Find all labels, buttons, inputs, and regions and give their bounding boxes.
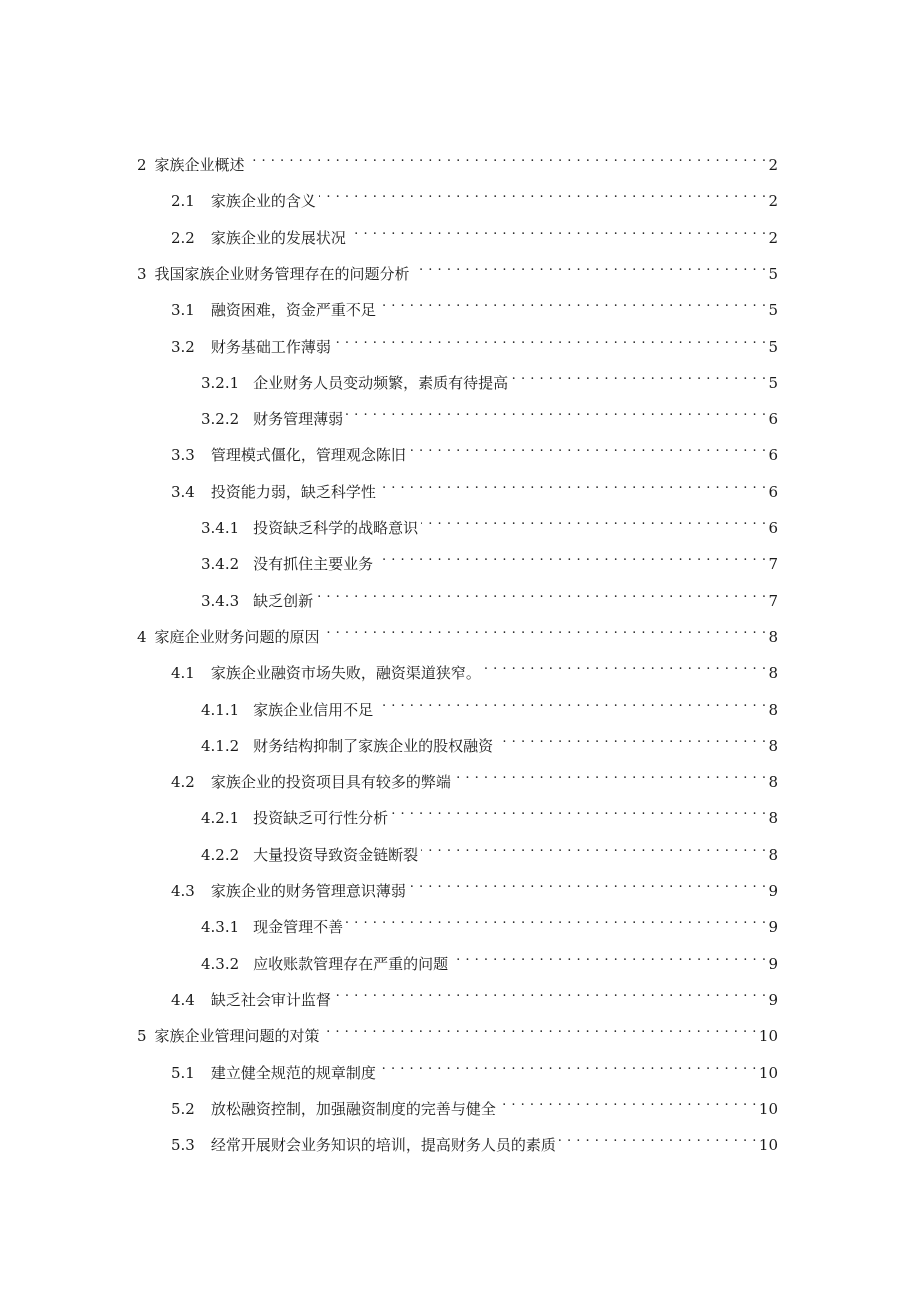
- toc-entry-title: 经常开展财会业务知识的培训，提高财务人员的素质: [210, 1136, 556, 1155]
- toc-entry-level-2[interactable]: [171, 328, 778, 356]
- toc-entry-page-number: 8: [768, 627, 778, 646]
- toc-entry-number: 3.2: [171, 337, 195, 356]
- toc-entry-level-3[interactable]: [201, 400, 778, 429]
- toc-entry-number: 4: [137, 627, 147, 646]
- toc-entry-number: 3.3: [171, 446, 195, 465]
- toc-entry-number: 4.3.2: [201, 954, 240, 973]
- toc-entry-number: 5.2: [171, 1099, 195, 1118]
- toc-entry-level-2[interactable]: [171, 219, 778, 247]
- toc-entry-title: 家族企业的投资项目具有较多的弊端: [210, 773, 451, 792]
- toc-entry-level-3[interactable]: [201, 799, 778, 828]
- toc-entry-level-1[interactable]: [137, 146, 778, 174]
- toc-entry-number: 3.4.1: [201, 519, 240, 537]
- toc-entry-title: 财务管理薄弱: [253, 410, 344, 429]
- toc-dot-leader: [496, 727, 766, 751]
- toc-entry-page-number: 8: [768, 773, 778, 792]
- toc-entry-title: 没有抓住主要业务: [253, 555, 374, 574]
- toc-entry-number: 4.3: [171, 882, 195, 900]
- toc-entry-level-2[interactable]: [171, 654, 778, 683]
- toc-entry-number: 3.2.2: [201, 410, 240, 429]
- toc-entry-number: 2: [137, 156, 147, 174]
- toc-entry-page-number: 10: [758, 1099, 778, 1118]
- toc-entry-title: 家族企业的财务管理意识薄弱: [210, 882, 406, 900]
- toc-entry-level-1[interactable]: [137, 255, 778, 283]
- toc-entry-title: 投资缺乏可行性分析: [253, 809, 389, 828]
- toc-entry-page-number: 7: [768, 555, 778, 574]
- toc-entry-level-2[interactable]: [171, 1126, 778, 1155]
- toc-entry-number: 2.2: [171, 228, 195, 247]
- toc-entry-page-number: 7: [768, 591, 778, 610]
- toc-entry-page-number: 8: [768, 700, 778, 719]
- toc-entry-number: 4.2: [171, 773, 195, 792]
- toc-entry-number: 4.3.1: [201, 918, 240, 937]
- toc-entry-level-2[interactable]: [171, 436, 778, 465]
- toc-dot-leader: [334, 328, 767, 352]
- toc-entry-title: 缺乏社会审计监督: [210, 990, 331, 1009]
- toc-dot-leader: [323, 618, 767, 642]
- toc-entry-page-number: 5: [768, 264, 778, 283]
- toc-entry-level-1[interactable]: [137, 618, 778, 646]
- toc-entry-number: 2.1: [171, 192, 195, 211]
- toc-dot-leader: [454, 763, 767, 787]
- toc-entry-level-3[interactable]: [201, 582, 778, 610]
- toc-dot-leader: [346, 908, 766, 932]
- toc-entry-page-number: 9: [768, 954, 778, 973]
- toc-entry-number: 3.1: [171, 301, 195, 320]
- toc-entry-number: 3.2.1: [201, 373, 240, 392]
- toc-entry-page-number: 9: [768, 882, 778, 900]
- toc-entry-page-number: 6: [768, 482, 778, 501]
- toc-entry-number: 5: [137, 1027, 147, 1046]
- toc-entry-number: 4.2.2: [201, 845, 240, 864]
- toc-entry-title: 我国家族企业财务管理存在的问题分析: [154, 264, 410, 283]
- toc-entry-page-number: 2: [768, 156, 778, 174]
- toc-entry-number: 4.1.2: [201, 736, 240, 755]
- toc-entry-page-number: 2: [768, 228, 778, 247]
- toc-entry-title: 投资缺乏科学的战略意识: [253, 519, 419, 537]
- toc-entry-title: 管理模式僵化，管理观念陈旧: [210, 446, 406, 465]
- toc-entry-level-3[interactable]: [201, 945, 778, 973]
- toc-entry-number: 4.2.1: [201, 809, 240, 828]
- toc-entry-number: 3: [137, 264, 147, 283]
- toc-dot-leader: [379, 473, 767, 497]
- toc-entry-title: 财务结构抑制了家族企业的股权融资: [253, 736, 494, 755]
- toc-dot-leader: [421, 836, 766, 860]
- toc-entry-level-3[interactable]: [201, 727, 778, 755]
- toc-entry-level-3[interactable]: [201, 836, 778, 864]
- toc-entry-page-number: 8: [768, 664, 778, 683]
- toc-dot-leader: [376, 545, 766, 569]
- toc-entry-level-2[interactable]: [171, 763, 778, 792]
- toc-entry-title: 投资能力弱，缺乏科学性: [210, 482, 376, 501]
- toc-entry-level-3[interactable]: [201, 691, 778, 719]
- toc-entry-title: 大量投资导致资金链断裂: [253, 845, 419, 864]
- toc-entry-level-2[interactable]: [171, 1054, 778, 1082]
- toc-entry-page-number: 5: [768, 373, 778, 392]
- toc-entry-title: 家族企业管理问题的对策: [154, 1027, 320, 1046]
- toc-entry-number: 3.4.2: [201, 555, 240, 574]
- toc-entry-number: 5.3: [171, 1136, 195, 1155]
- toc-dot-leader: [379, 1054, 757, 1078]
- toc-entry-title: 企业财务人员变动频繁，素质有待提高: [253, 373, 509, 392]
- toc-entry-page-number: 5: [768, 337, 778, 356]
- toc-entry-level-3[interactable]: [201, 545, 778, 574]
- toc-entry-title: 家族企业概述: [154, 156, 245, 174]
- toc-entry-page-number: 6: [768, 519, 778, 537]
- toc-entry-title: 建立健全规范的规章制度: [210, 1063, 376, 1082]
- toc-entry-title: 放松融资控制，加强融资制度的完善与健全: [210, 1099, 496, 1118]
- toc-dot-leader: [391, 799, 766, 823]
- toc-entry-level-2[interactable]: [171, 981, 778, 1009]
- toc-entry-page-number: 8: [768, 845, 778, 864]
- toc-dot-leader: [316, 582, 766, 606]
- toc-entry-title: 家族企业的发展状况: [210, 228, 346, 247]
- toc-entry-number: 3.4.3: [201, 591, 240, 610]
- toc-entry-title: 现金管理不善: [253, 918, 344, 937]
- toc-entry-number: 4.1: [171, 664, 195, 683]
- toc-entry-title: 家族企业融资市场失败，融资渠道狭窄。: [210, 664, 481, 683]
- toc-entry-level-2[interactable]: [171, 1090, 778, 1118]
- toc-entry-page-number: 9: [768, 918, 778, 937]
- toc-dot-leader: [409, 872, 767, 896]
- toc-dot-leader: [346, 400, 766, 424]
- toc-entry-level-3[interactable]: [201, 908, 778, 937]
- toc-entry-level-3[interactable]: [201, 509, 778, 537]
- toc-entry-level-1[interactable]: [137, 1017, 778, 1046]
- toc-entry-title: 融资困难，资金严重不足: [210, 301, 376, 320]
- toc-entry-page-number: 10: [758, 1136, 778, 1155]
- toc-entry-page-number: 10: [758, 1063, 778, 1082]
- toc-dot-leader: [409, 436, 767, 460]
- toc-dot-leader: [376, 691, 766, 715]
- toc-dot-leader: [451, 945, 766, 969]
- toc-entry-title: 财务基础工作薄弱: [210, 337, 331, 356]
- toc-entry-title: 家族企业信用不足: [253, 700, 374, 719]
- toc-entry-page-number: 5: [768, 301, 778, 320]
- toc-dot-leader: [323, 1017, 757, 1041]
- toc-entry-level-2[interactable]: [171, 473, 778, 501]
- toc-dot-leader: [248, 146, 767, 170]
- toc-dot-leader: [511, 364, 766, 388]
- toc-entry-number: 3.4: [171, 482, 195, 501]
- toc-entry-level-2[interactable]: [171, 872, 778, 900]
- toc-dot-leader: [379, 291, 767, 315]
- toc-entry-number: 5.1: [171, 1063, 195, 1082]
- toc-dot-leader: [349, 219, 767, 243]
- toc-dot-leader: [499, 1090, 757, 1114]
- toc-dot-leader: [421, 509, 766, 533]
- toc-entry-title: 缺乏创新: [253, 591, 314, 610]
- toc-entry-page-number: 6: [768, 410, 778, 429]
- toc-entry-level-2[interactable]: [171, 291, 778, 320]
- toc-entry-number: 4.1.1: [201, 700, 240, 719]
- toc-entry-page-number: 6: [768, 446, 778, 465]
- toc-entry-page-number: 10: [758, 1027, 778, 1046]
- toc-entry-page-number: 8: [768, 809, 778, 828]
- toc-entry-title: 应收账款管理存在严重的问题: [253, 954, 449, 973]
- toc-dot-leader: [484, 654, 767, 678]
- toc-dot-leader: [334, 981, 767, 1005]
- toc-entry-page-number: 8: [768, 736, 778, 755]
- toc-dot-leader: [559, 1126, 757, 1150]
- toc-entry-title: 家庭企业财务问题的原因: [154, 627, 320, 646]
- toc-entry-page-number: 9: [768, 990, 778, 1009]
- toc-entry-page-number: 2: [768, 192, 778, 211]
- toc-dot-leader: [413, 255, 767, 279]
- toc-entry-number: 4.4: [171, 990, 195, 1009]
- toc-entry-title: 家族企业的含义: [210, 192, 316, 211]
- toc-dot-leader: [319, 182, 767, 206]
- toc-entry-level-3[interactable]: [201, 364, 778, 392]
- toc-entry-level-2[interactable]: [171, 182, 778, 211]
